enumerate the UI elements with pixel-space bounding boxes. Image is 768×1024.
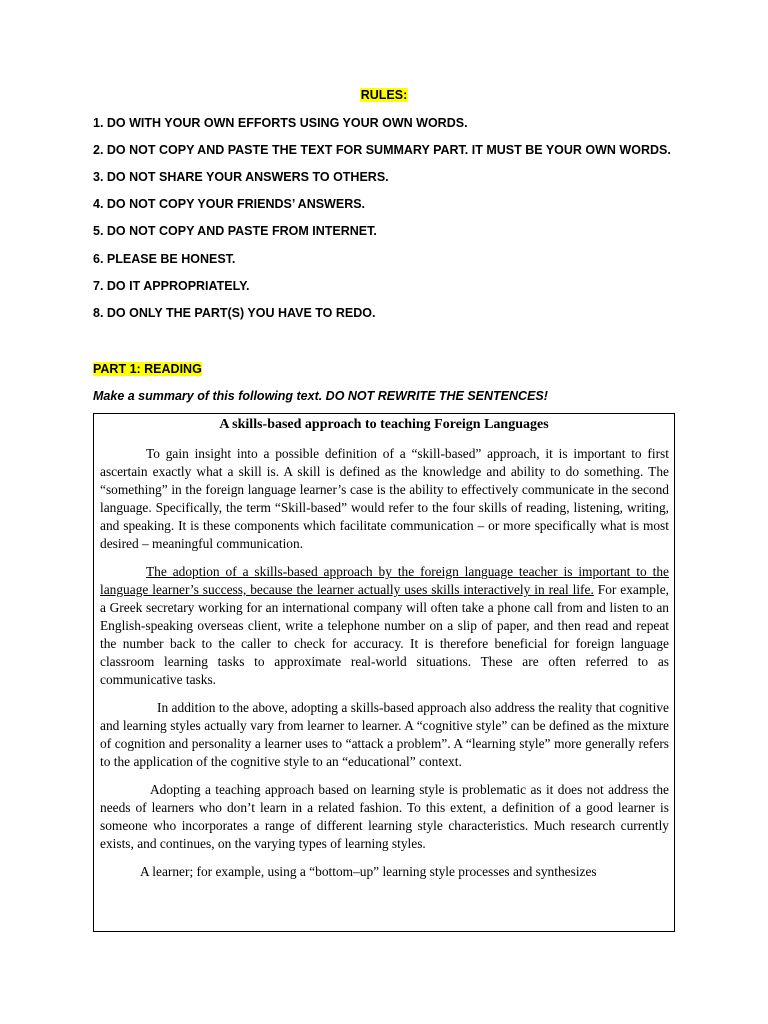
rules-title: RULES: <box>360 88 408 102</box>
passage-paragraph: Adopting a teaching approach based on learning style is problematic as it does not address the needs of learners who don’t learn in a related fashion. To this extent, a definition of a good learner is someone who incorporates a range of different learning style characteristics. Much research currently exists, and continues, on the varying types of learning styles. <box>100 782 669 851</box>
passage-heading: A skills-based approach to teaching Foreign Languages <box>219 417 549 432</box>
passage-paragraph: In addition to the above, adopting a skills-based approach also address the reality that cognitive and learning styles actually vary from learner to learner. A “cognitive style” can be defined as the mixture of cognition and personality a learner uses to “attack a problem”. A “learning style” more generally refers to the application of the cognitive style to an “educational” context. <box>100 700 669 769</box>
rule-item: 6. PLEASE BE HONEST. <box>93 252 236 266</box>
passage-paragraph <box>94 563 674 689</box>
part-title: PART 1: READING <box>93 362 202 376</box>
passage-paragraph: To gain insight into a possible definition of a “skill-based” approach, it is important to first ascertain exactly what a skill is. A skill is defined as the knowledge and ability to do something. The “something” in the foreign language learner’s case is the ability to effectively communicate in the second language. Specifically, the term “Skill-based” would refer to the four skills of reading, listening, writing, and speaking. It is these components which facilitate communication – or more specifically what is most desired – meaningful communication. <box>100 446 669 551</box>
rule-item: 1. DO WITH YOUR OWN EFFORTS USING YOUR OWN WORDS. <box>93 116 468 130</box>
rule-item: 4. DO NOT COPY YOUR FRIENDS’ ANSWERS. <box>93 197 366 211</box>
underlined-sentence: The adoption of a skills-based approach by the foreign language teacher is important to the language learner’s success, because the learner actually uses skills interactively in real life. <box>100 564 669 597</box>
rule-item: 7. DO IT APPROPRIATELY. <box>93 279 250 293</box>
rule-item: 8. DO ONLY THE PART(S) YOU HAVE TO REDO. <box>93 306 376 320</box>
paragraph-continuation: For example, a Greek secretary working for an international company will often take a phone call from and listen to an English-speaking overseas client, write a telephone number on a slip of paper, and then read and repeat the number back to the caller to check for accuracy. It is therefore beneficial for foreign language classroom learning tasks to approximate real-world situations. These are often referred to as communicative tasks. <box>100 582 669 687</box>
instruction-text: Make a summary of this following text. DO NOT REWRITE THE SENTENCES! <box>93 389 548 403</box>
rule-item: 2. DO NOT COPY AND PASTE THE TEXT FOR SUMMARY PART. IT MUST BE YOUR OWN WORDS. <box>93 143 671 157</box>
passage-paragraph: A learner; for example, using a “bottom–up” learning style processes and synthesizes <box>140 864 597 879</box>
rule-item: 5. DO NOT COPY AND PASTE FROM INTERNET. <box>93 224 377 238</box>
reading-passage-box <box>93 413 675 932</box>
rule-item: 3. DO NOT SHARE YOUR ANSWERS TO OTHERS. <box>93 170 389 184</box>
